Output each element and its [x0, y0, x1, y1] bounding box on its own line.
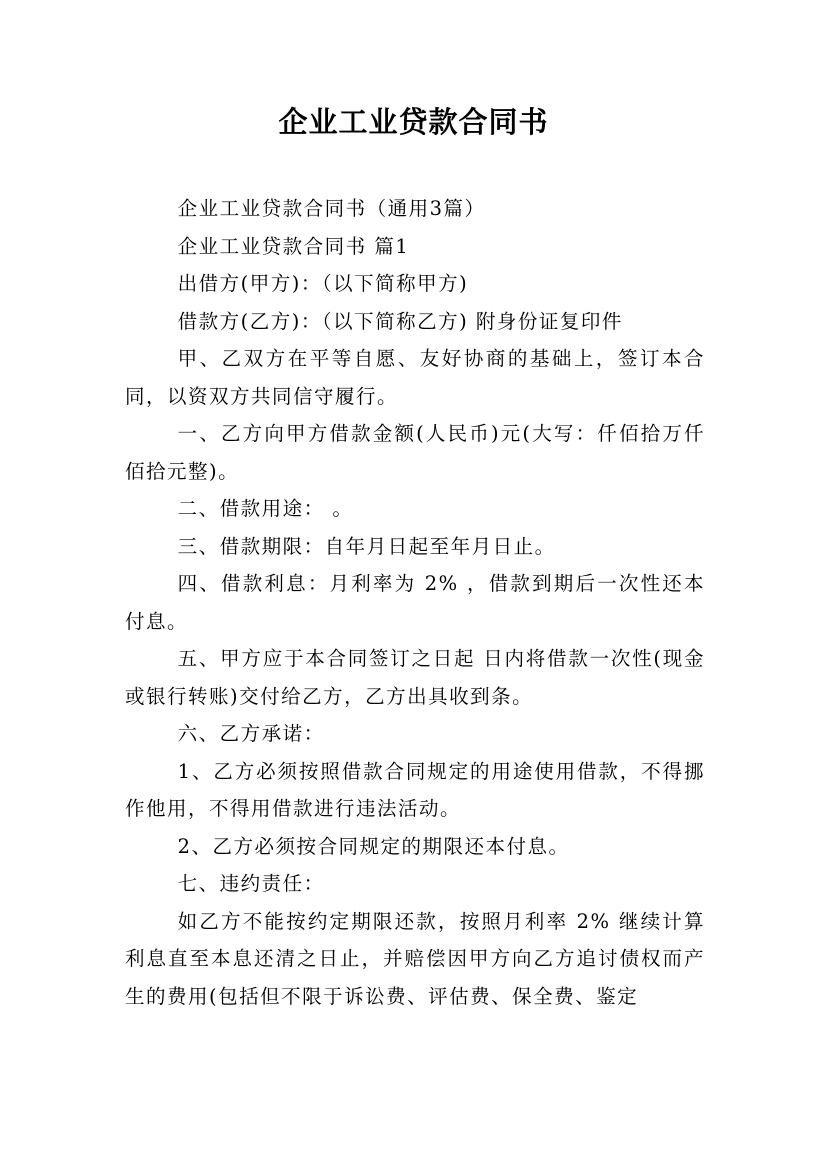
- paragraph: 出借方(甲方)：（以下简称甲方): [177, 272, 469, 295]
- paragraph: 企业工业贷款合同书（通用3篇）: [177, 197, 486, 220]
- paragraph: 1、乙方必须按照借款合同规定的用途使用借款，不得挪作他用，不得用借款进行违法活动。: [125, 759, 705, 820]
- paragraph: 七、违约责任：: [177, 872, 325, 895]
- paragraph: 2、乙方必须按合同规定的期限还本付息。: [177, 834, 570, 858]
- paragraph: 六、乙方承诺：: [177, 722, 325, 745]
- paragraph: 三、借款期限：自年月日起至年月日止。: [177, 534, 556, 558]
- paragraph: 企业工业贷款合同书 篇1: [177, 234, 410, 258]
- paragraph: 四、借款利息：月利率为 2% ，借款到期后一次性还本付息。: [125, 572, 705, 633]
- paragraph: 二、借款用途： 。: [177, 497, 354, 520]
- paragraph: 如乙方不能按约定期限还款，按照月利率 2% 继续计算利息直至本息还清之日止，并赔偿因甲方向乙方追讨债权而产生的费用(包括但不限于诉讼费、评估费、保全费、鉴定: [125, 909, 705, 1008]
- document-body: [125, 190, 705, 1015]
- document-title: 企业工业贷款合同书: [278, 105, 549, 139]
- paragraph: 借款方(乙方)：（以下简称乙方) 附身份证复印件: [177, 309, 623, 333]
- paragraph: 五、甲方应于本合同签订之日起 日内将借款一次性(现金或银行转账)交付给乙方，乙方出具收到条。: [125, 647, 705, 708]
- paragraph: 一、乙方向甲方借款金额(人民币)元(大写：仟佰拾万仟佰拾元整)。: [125, 422, 705, 483]
- paragraph: 甲、乙双方在平等自愿、友好协商的基础上，签订本合同，以资双方共同信守履行。: [125, 347, 705, 408]
